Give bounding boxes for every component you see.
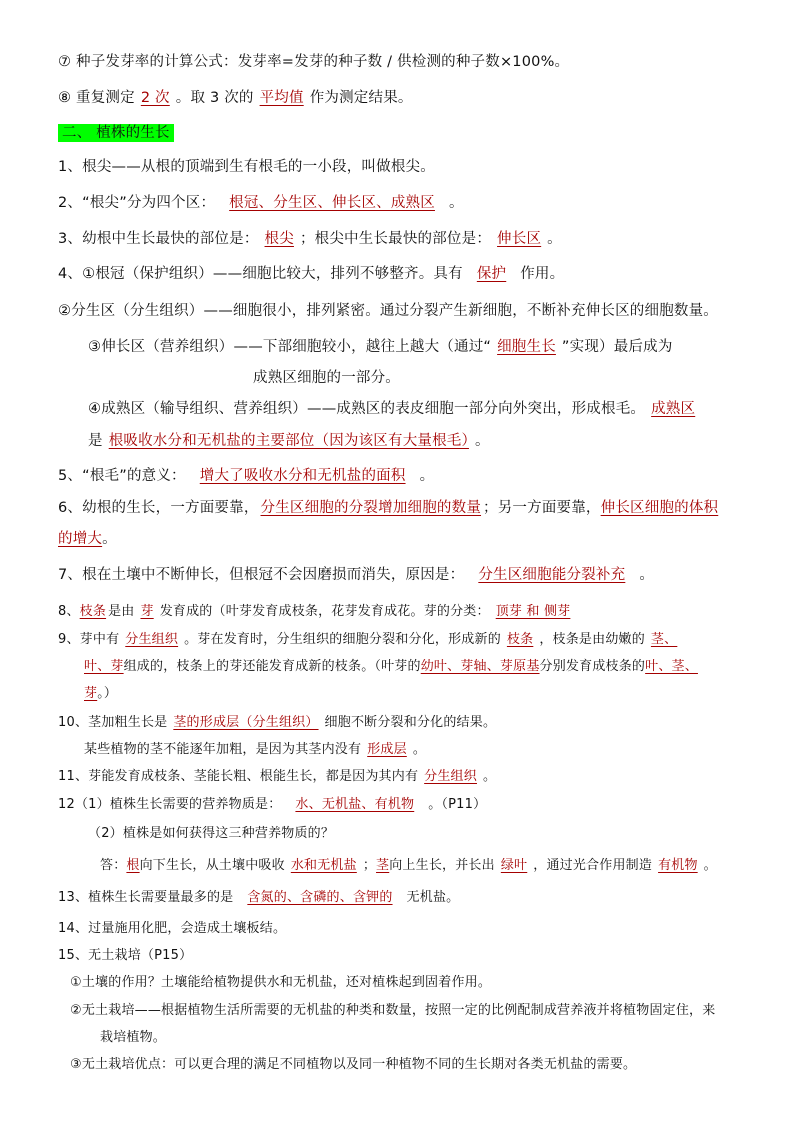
answer-blank: 叶、茎、 [645, 659, 698, 674]
q12-sub2: （2）植株是如何获得这三种营养物质的？ [88, 826, 335, 841]
answer-blank: 枝条 [506, 632, 534, 647]
q11-meristem: 11、芽能发育成枝条、茎能长粗、根能生长，都是因为其内有 分生组织 。 [58, 769, 497, 784]
answer-blank: 形成层 [367, 742, 407, 757]
answer-blank: 叶、芽 [84, 659, 124, 674]
answer-blank: 含氮的、含磷的、含钾的 [247, 890, 393, 905]
q12-answer: 答：根向下生长，从土壤中吸收 水和无机盐 ；茎向上生长，并长出 绿叶 ，通过光合作用制造 有机物 。 [100, 858, 717, 873]
answer-blank: 分生组织 [424, 769, 477, 784]
q4-elongation-cont: 成熟区细胞的一部分。 [253, 370, 400, 386]
item-8-repeat: ⑧ 重复测定 2 次 。取 3 次的 平均值 作为测定结果。 [58, 90, 413, 106]
q15-definition: ②无土栽培——根据植物生活所需要的无机盐的种类和数量，按照一定的比例配制成营养液并将植物固定住，来 [70, 1003, 716, 1018]
q5-root-hair: 5、“根毛”的意义： 增大了吸收水分和无机盐的面积 。 [58, 468, 435, 484]
q15-advantage: ③无土栽培优点：可以更合理的满足不同植物以及同一种植物不同的生长期对各类无机盐的需要。 [70, 1057, 637, 1072]
q12-nutrients: 12（1）植株生长需要的营养物质是： 水、无机盐、有机物 。（P11） [58, 797, 487, 812]
section-heading: 二、 植株的生长 [58, 123, 174, 143]
answer-blank: 分生组织 [125, 632, 179, 647]
answer-blank: 伸长区细胞的体积 [600, 500, 719, 516]
answer-blank: 有机物 [658, 858, 698, 873]
q7-root-cap-reason: 7、根在土壤中不断伸长，但根冠不会因磨损而消失，原因是： 分生区细胞能分裂补充 。 [58, 567, 655, 583]
q9-bud: 9、芽中有 分生组织 。芽在发育时，分生组织的细胞分裂和分化，形成新的 枝条 ，枝条是由幼嫩的 茎、 [58, 630, 683, 650]
answer-blank: 分生区细胞的分裂增加细胞的数量 [260, 500, 482, 516]
answer-blank: 茎、 [650, 632, 678, 647]
q9-bud-cont2: 芽。） [84, 686, 118, 701]
q15-soilless: 15、无土栽培（P15） [58, 948, 193, 963]
answer-blank: 2 次 [140, 90, 170, 106]
answer-blank: 根吸收水分和无机盐的主要部位（因为该区有大量根毛） [108, 433, 469, 449]
answer-blank: 水、无机盐、有机物 [295, 797, 415, 812]
q4-elongation: ③伸长区（营养组织）——下部细胞较小，越往上越大（通过“ 细胞生长 ”实现）最后成为 [88, 339, 673, 355]
item-7-formula: ⑦ 种子发芽率的计算公式：发芽率=发芽的种子数 / 供检测的种子数×100%。 [58, 54, 570, 70]
q4-maturation-cont: 是 根吸收水分和无机盐的主要部位（因为该区有大量根毛） 。 [88, 433, 490, 449]
q9-bud-cont: 叶、芽组成的，枝条上的芽还能发育成新的枝条。（叶芽的幼叶、芽轴、芽原基分别发育成枝条的叶、茎、 [84, 659, 698, 674]
answer-blank: 根尖 [264, 231, 294, 247]
q15-soil-role: ①土壤的作用？土壤能给植物提供水和无机盐，还对植株起到固着作用。 [70, 975, 492, 990]
q1-root-tip: 1、根尖——从根的顶端到生有根毛的一小段，叫做根尖。 [58, 159, 435, 175]
answer-blank: 平均值 [259, 90, 304, 106]
q8-branch: 8、枝条 是由 芽 发育成的（叶芽发育成枝条，花芽发育成花。芽的分类： 顶芽 和 侧芽 [58, 602, 576, 622]
q10-stem-thicken: 10、茎加粗生长是 茎的形成层（分生组织） 细胞不断分裂和分化的结果。 [58, 715, 497, 730]
q4-maturation: ④成熟区（输导组织、营养组织）——成熟区的表皮细胞一部分向外突出，形成根毛。 成熟区 [88, 399, 701, 419]
answer-blank: 分生区细胞能分裂补充 [478, 567, 626, 583]
q3-fastest-part: 3、幼根中生长最快的部位是： 根尖 ；根尖中生长最快的部位是： 伸长区 。 [58, 231, 562, 247]
answer-blank: 芽 [140, 604, 154, 619]
answer-blank: 水和无机盐 [290, 858, 357, 873]
answer-blank: 枝条 [79, 604, 107, 619]
answer-blank: 伸长区 [497, 231, 542, 247]
answer-blank: 幼叶、芽轴、芽原基 [420, 659, 540, 674]
q6-root-growth-cont: 的增大。 [58, 531, 117, 547]
q10-stem-cont: 某些植物的茎不能逐年加粗，是因为其茎内没有 形成层 。 [84, 742, 427, 757]
answer-blank: 根 [126, 858, 140, 873]
q2-four-zones: 2、“根尖”分为四个区： 根冠、分生区、伸长区、成熟区 。 [58, 195, 464, 211]
q14-overuse: 14、过量施用化肥，会造成土壤板结。 [58, 921, 287, 936]
answer-blank: 根冠、分生区、伸长区、成熟区 [229, 195, 435, 211]
answer-blank: 茎的形成层（分生组织） [173, 715, 319, 730]
q15-definition-cont: 栽培植物。 [100, 1030, 167, 1045]
answer-blank: 保护 [476, 266, 507, 282]
answer-blank: 的增大 [58, 531, 103, 547]
answer-blank: 细胞生长 [497, 339, 556, 355]
answer-blank: 绿叶 [500, 858, 528, 873]
q13-fertilizer: 13、植株生长需要量最多的是 含氮的、含磷的、含钾的 无机盐。 [58, 890, 460, 905]
answer-blank: 茎 [376, 858, 390, 873]
q4-meristem: ②分生区（分生组织）——细胞很小，排列紧密。通过分裂产生新细胞，不断补充伸长区的细胞数量。 [58, 303, 718, 319]
answer-blank: 成熟区 [651, 401, 696, 417]
answer-blank: 顶芽 和 侧芽 [495, 604, 571, 619]
answer-blank: 芽 [84, 686, 98, 701]
q6-root-growth: 6、幼根的生长，一方面要靠， 分生区细胞的分裂增加细胞的数量 ；另一方面要靠，伸长区细胞的体积 [58, 500, 719, 516]
answer-blank: 增大了吸收水分和无机盐的面积 [199, 468, 406, 484]
q4-root-cap: 4、①根冠（保护组织）——细胞比较大，排列不够整齐。具有 保护 作用。 [58, 266, 565, 282]
